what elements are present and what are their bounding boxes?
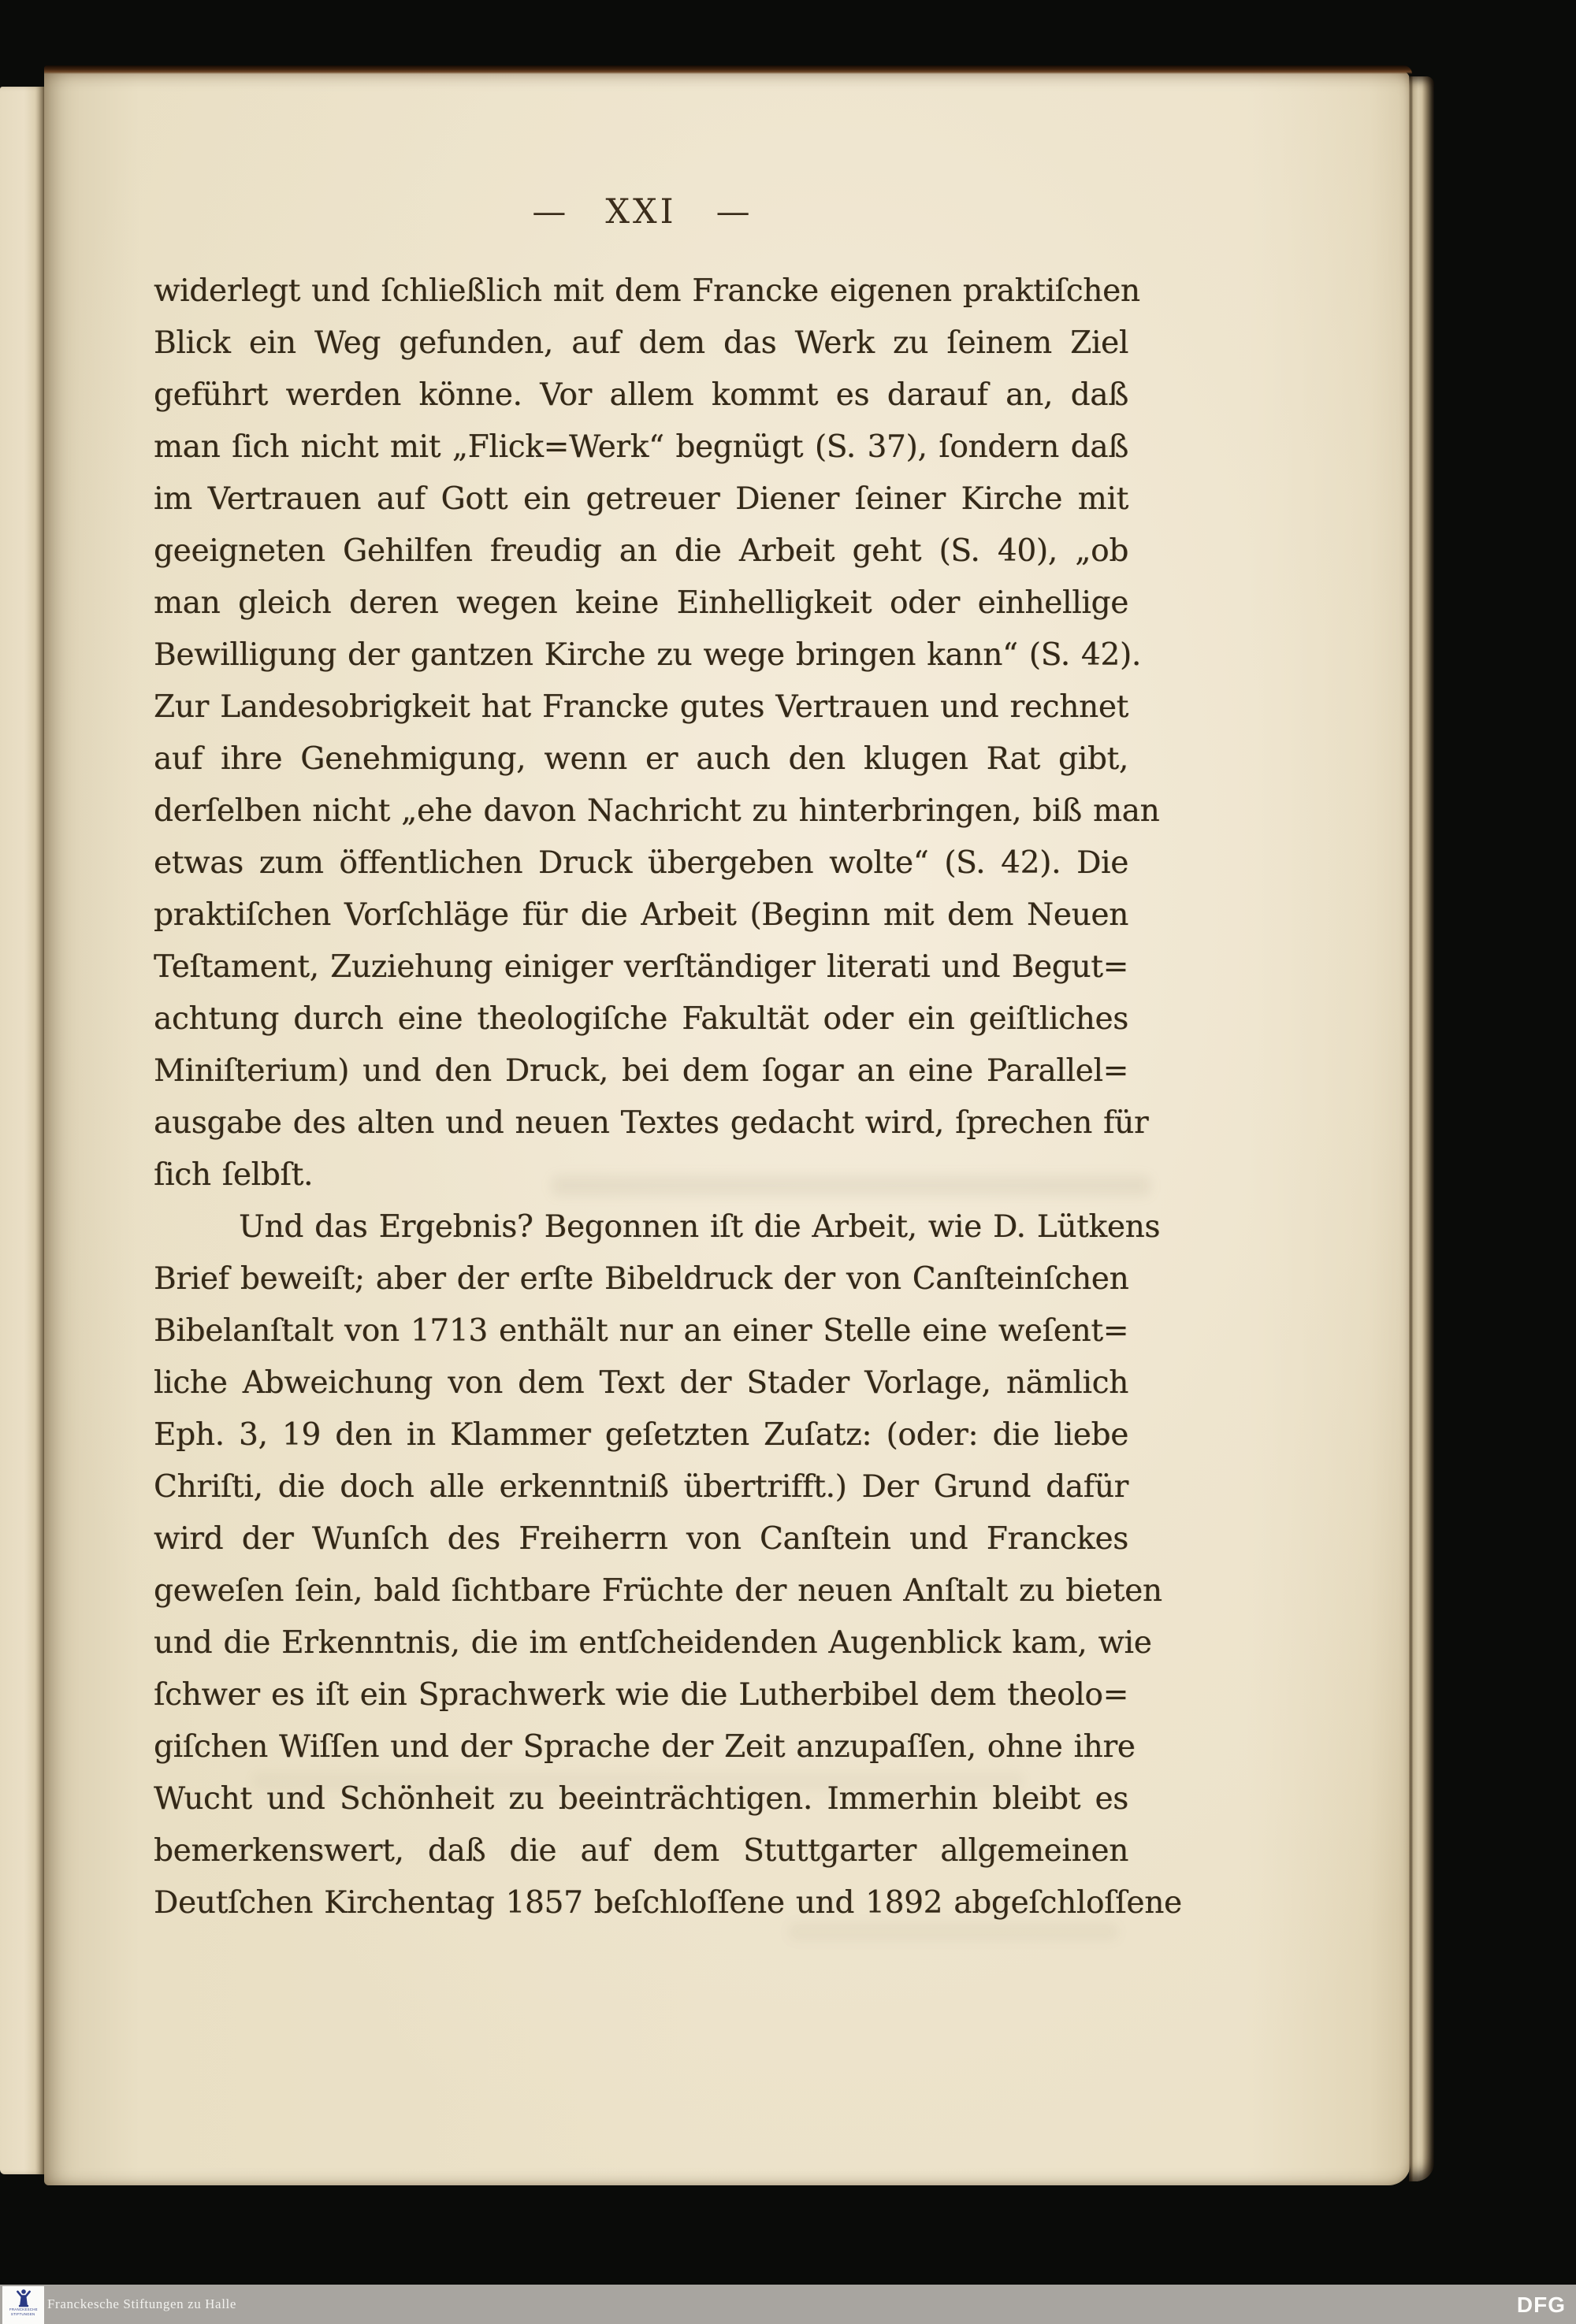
text-line: Bewilligung der gantzen Kirche zu wege bringen kann“ (S. 42). [154, 637, 1141, 673]
page-number: XXI [605, 192, 677, 232]
text-line: etwas zum öffentlichen Druck übergeben wolte“ (S. 42). Die [154, 845, 1128, 881]
text-line: Eph. 3, 19 den in Klammer geſetzten Zuſatz: (oder: die liebe [154, 1417, 1128, 1453]
text-line: Bibelanſtalt von 1713 enthält nur an einer Stelle eine weſent= [154, 1313, 1129, 1349]
text-line: man ſich nicht mit „Flick=Werk“ begnügt (S. 37), ſondern daß [154, 429, 1128, 465]
francke-figure-icon [13, 2288, 34, 2308]
text-line: ausgabe des alten und neuen Textes gedacht wird, ſprechen für [154, 1105, 1149, 1141]
header-dash-left: — [532, 192, 567, 232]
text-line: auf ihre Genehmigung, wenn er auch den klugen Rat gibt, [154, 741, 1128, 777]
logo-caption: STIFTUNGEN [11, 2313, 35, 2317]
text-line: praktiſchen Vorſchläge für die Arbeit (Beginn mit dem Neuen [154, 897, 1128, 933]
dfg-logo: DFG [1516, 2292, 1566, 2317]
text-line: Und das Ergebnis? Begonnen iſt die Arbeit, wie D. Lütkens [239, 1209, 1161, 1245]
text-line: ſchwer es iſt ein Sprachwerk wie die Lutherbibel dem theolo= [154, 1677, 1128, 1713]
text-line: Brief beweiſt; aber der erſte Bibeldruck der von Canſteinſchen [154, 1261, 1129, 1297]
text-line: Miniſterium) und den Druck, bei dem ſogar an eine Parallel= [154, 1053, 1128, 1089]
adjacent-page-sliver [0, 87, 44, 2174]
header-dash-right: — [716, 192, 750, 232]
page-top-binding-edge [44, 65, 1412, 74]
page-stack-edge [1409, 76, 1434, 2181]
institution-logo [2, 2286, 44, 2324]
text-line: man gleich deren wegen keine Einhelligkeit oder einhellige [154, 585, 1128, 621]
text-line: liche Abweichung von dem Text der Stader Vorlage, nämlich [154, 1365, 1128, 1401]
footer-bar [0, 2285, 1576, 2324]
page-header [154, 192, 1128, 232]
text-line: giſchen Wiſſen und der Sprache der Zeit anzupaſſen, ohne ihre [154, 1729, 1136, 1765]
text-line: geeigneten Gehilfen freudig an die Arbeit geht (S. 40), „ob [154, 533, 1128, 569]
text-line: Teſtament, Zuziehung einiger verſtändiger literati und Begut= [154, 949, 1128, 985]
text-block [154, 265, 1182, 1929]
text-line: ſich ſelbſt. [154, 1157, 314, 1193]
text-line: Zur Landesobrigkeit hat Francke gutes Vertrauen und rechnet [154, 689, 1128, 725]
institution-name: Franckesche Stiftungen zu Halle [47, 2296, 236, 2311]
text-line: Deutſchen Kirchentag 1857 beſchloſſene und 1892 abgeſchloſſene [154, 1885, 1182, 1921]
text-line: und die Erkenntnis, die im entſcheidenden Augenblick kam, wie [154, 1625, 1152, 1661]
text-line: wird der Wunſch des Freiherrn von Canſtein und Franckes [154, 1521, 1128, 1557]
logo-caption: FRANCKESCHE [9, 2308, 38, 2312]
text-line: geweſen ſein, bald ſichtbare Früchte der neuen Anſtalt zu bieten [154, 1573, 1162, 1609]
text-line: Wucht und Schönheit zu beeinträchtigen. Immerhin bleibt es [154, 1781, 1128, 1817]
text-line: widerlegt und ſchließlich mit dem Francke eigenen praktiſchen [154, 273, 1140, 309]
text-line: bemerkenswert, daß die auf dem Stuttgarter allgemeinen [154, 1833, 1128, 1869]
text-line: Blick ein Weg gefunden, auf dem das Werk zu ſeinem Ziel [154, 325, 1128, 361]
text-line: derſelben nicht „ehe davon Nachricht zu hinterbringen, biß man [154, 793, 1160, 829]
text-line: Chriſti, die doch alle erkenntniß übertrifft.) Der Grund dafür [154, 1469, 1128, 1505]
text-line: geführt werden könne. Vor allem kommt es darauf an, daß [154, 377, 1128, 413]
text-line: achtung durch eine theologiſche Fakultät oder ein geiſtliches [154, 1001, 1128, 1037]
text-line: im Vertrauen auf Gott ein getreuer Diener ſeiner Kirche mit [154, 481, 1128, 517]
